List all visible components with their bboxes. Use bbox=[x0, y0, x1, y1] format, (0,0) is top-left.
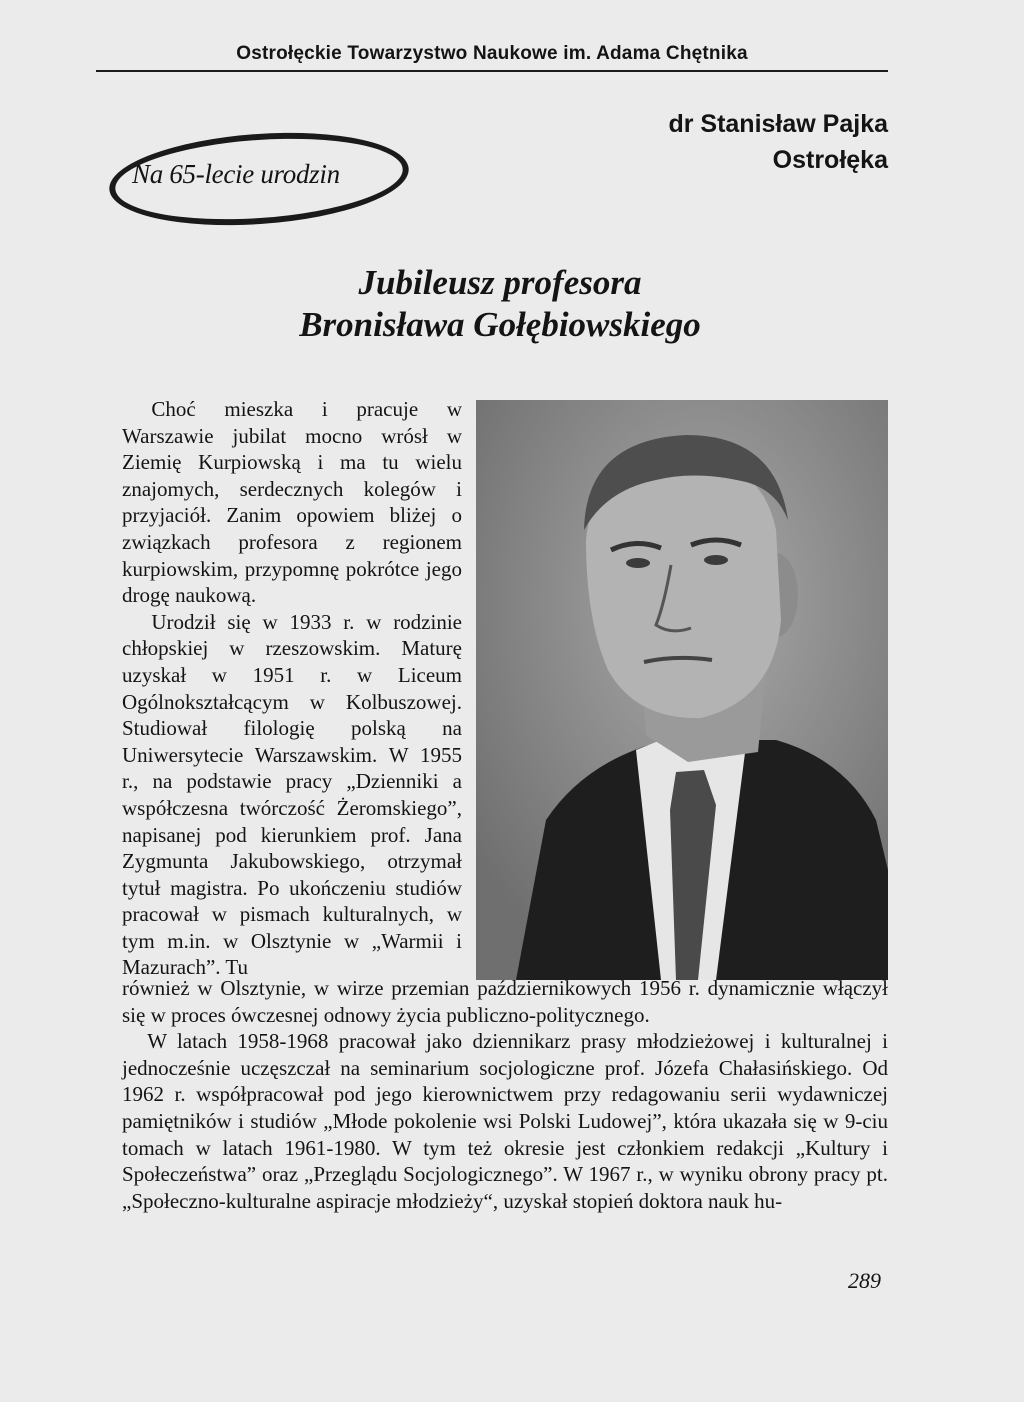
paragraph-2-continued: również w Olsztynie, w wirze przemian październikowych 1956 r. dynamicznie włączył się w proces ówczesnej odnowy życia publiczno-politycznego. bbox=[122, 976, 888, 1027]
header-rule bbox=[96, 70, 888, 72]
article-title-line-1: Jubileusz profesora bbox=[358, 263, 642, 302]
author-city: Ostrołęka bbox=[772, 146, 888, 174]
paragraph-1: Choć mieszka i pracuje w Warszawie jubilat mocno wrósł w Ziemię Kurpiowską i ma tu wielu znajomych, serdecznych kolegów i przyjaciół. Zanim opowiem bliżej o związkach profesora z regionem kurpiowskim, przypomnę pokrótce jego drogę naukową. bbox=[122, 397, 462, 608]
running-header: Ostrołęckie Towarzystwo Naukowe im. Adama Chętnika bbox=[236, 43, 748, 64]
portrait-illustration bbox=[476, 400, 888, 980]
portrait-photo bbox=[476, 400, 888, 980]
anniversary-label: Na 65-lecie urodzin bbox=[132, 159, 340, 189]
article-full-width-text bbox=[122, 975, 888, 1214]
article-title bbox=[180, 262, 820, 346]
paragraph-2: Urodził się w 1933 r. w rodzinie chłopskiej w rzeszowskim. Maturę uzyskał w 1951 r. w Liceum Ogólnokształcącym w Kolbuszowej. Studiował filologię polską na Uniwersytecie Warszawskim. W 1955 r., na podstawie pracy „Dzienniki a współczesna twórczość Żeromskiego”, napisanej pod kierunkiem prof. Jana Zygmunta Jakubowskiego, otrzymał tytuł magistra. Po ukończeniu studiów pracował w pismach kulturalnych, w tym m.in. w Olsztynie w „Warmii i Mazurach”. Tu bbox=[122, 609, 462, 980]
article-column-text bbox=[122, 396, 462, 981]
paragraph-3: W latach 1958-1968 pracował jako dziennikarz prasy młodzieżowej i kulturalnej i jednocześnie uczęszczał na seminarium socjologiczne prof. Józefa Chałasińskiego. Od 1962 r. współpracował pod jego kierownictwem przy redagowaniu serii wydawniczej pamiętników i studiów „Młode pokolenie wsi Polski Ludowej”, która ukazała się w 9-ciu tomach w latach 1961-1980. W tym też okresie jest członkiem redakcji „Kultury i Społeczeństwa” oraz „Przeglądu Socjologicznego”. W 1967 r., w wyniku obrony pracy pt. „Społeczno-kulturalne aspiracje młodzieży“, uzyskał stopień doktora nauk hu- bbox=[122, 1029, 888, 1213]
author-name: dr Stanisław Pajka bbox=[668, 110, 888, 138]
article-title-line-2: Bronisława Gołębiowskiego bbox=[299, 305, 701, 344]
author-block bbox=[668, 106, 888, 178]
page-number: 289 bbox=[848, 1268, 881, 1293]
